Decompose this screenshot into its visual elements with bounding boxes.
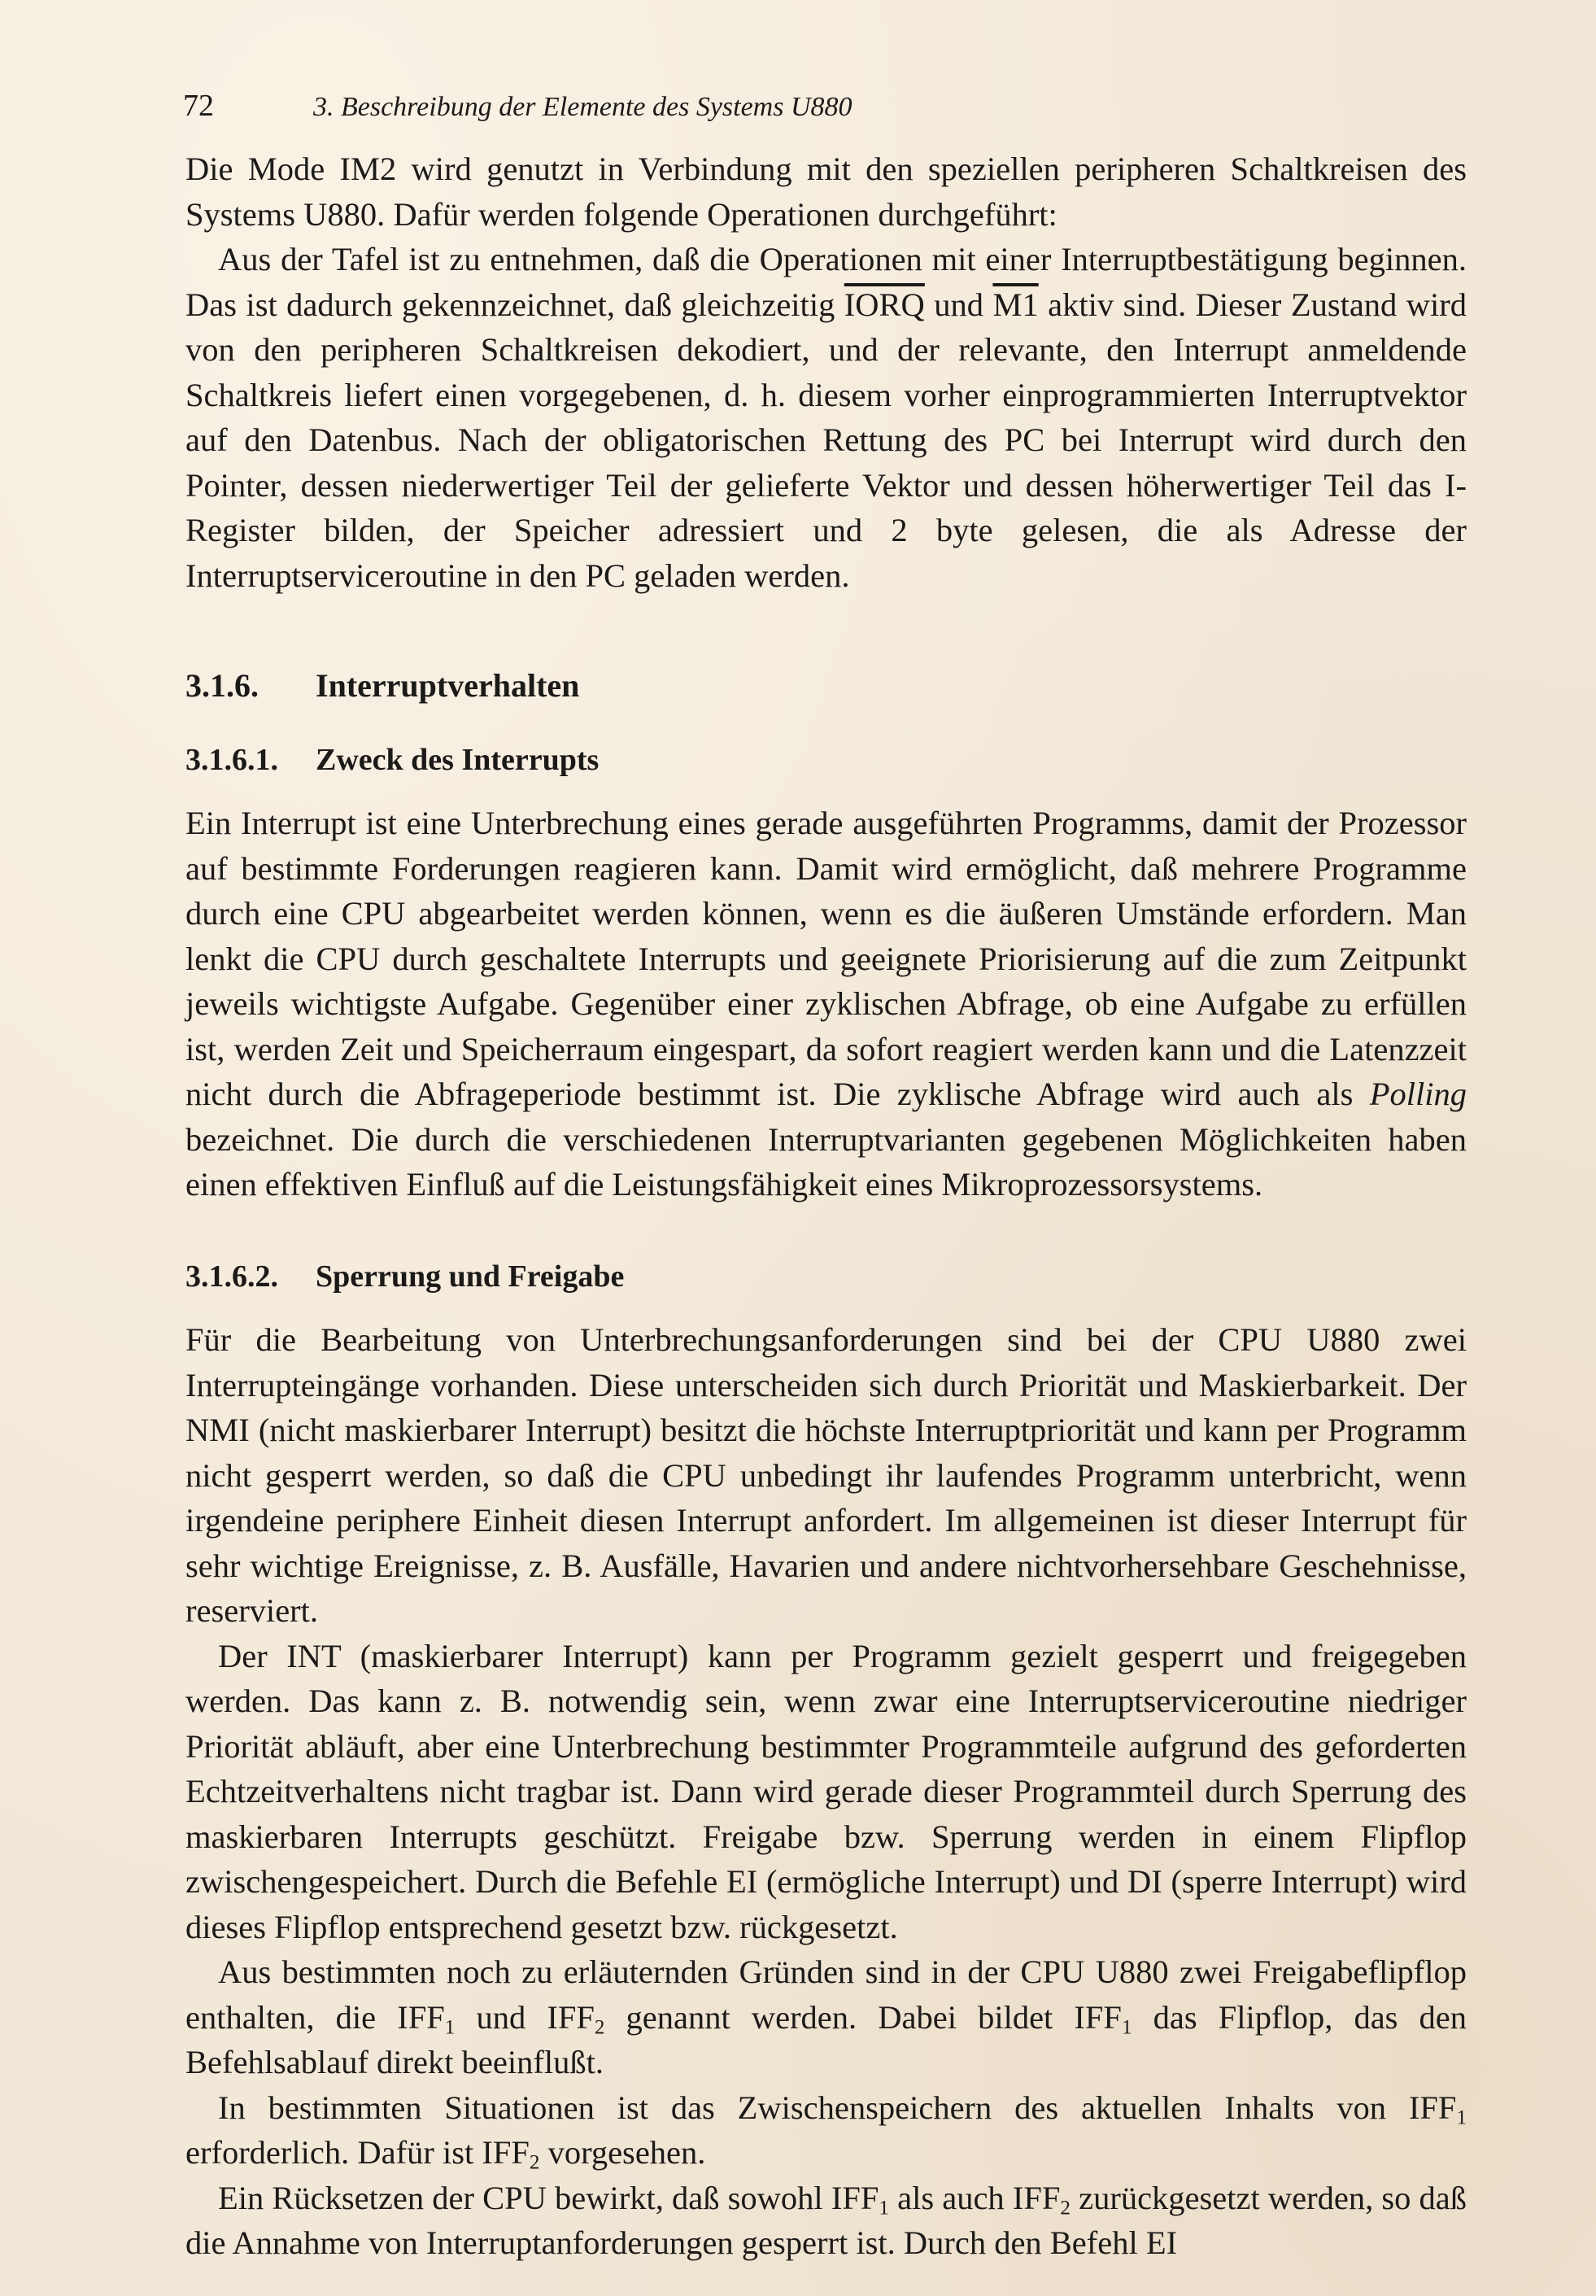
intro-paragraph-1: Die Mode IM2 wird genutzt in Verbindung mit den speziellen peripheren Schaltkreisen des Systems U880. Dafür werden folgende Operationen durchgeführt: <box>185 151 1467 233</box>
lock-p4-text-a: In bestimmten Situationen ist das Zwischenspeichern des aktuellen Inhalts von <box>218 2089 1409 2126</box>
iff1-label: IFF <box>397 1998 445 2036</box>
lock-p5-text-a: Ein Rücksetzen der CPU bewirkt, daß sowohl <box>218 2179 831 2216</box>
iff1-label: IFF <box>831 2179 879 2216</box>
iff1-subscript: 1 <box>879 2196 889 2219</box>
iff1-subscript: 1 <box>1456 2106 1467 2128</box>
iff1-label: IFF <box>1408 2089 1457 2126</box>
subsection-heading-2 <box>185 1255 1467 1300</box>
subsection-title-1: Zweck des Interrupts <box>316 742 600 777</box>
section-number: 3.1.6. <box>185 667 259 704</box>
running-head <box>183 81 1485 130</box>
intro-paragraph-2 <box>185 237 1467 598</box>
iff2-label: IFF <box>547 1998 595 2036</box>
m1-signal: M1 <box>992 286 1039 323</box>
purpose-text-a: Ein Interrupt ist eine Unterbrechung eines gerade ausgeführten Programms, damit der Prozessor auf bestimmte Forderungen reagieren kann. Damit wird ermöglicht, daß mehrere Programme durch eine CPU abgearbeitet werden können, wenn es die äußeren Umstände erfordern. Man lenkt die CPU durch geschaltete Interrupts und geeignete Priorisierung auf die zum Zeitpunkt jeweils wichtigste Aufgabe. Gegenüber einer zyklischen Abfrage, ob eine Aufgabe zu erfüllen ist, werden Zeit und Speicherraum eingespart, da sofort reagiert werden kann und die Latenzzeit nicht durch die Abfrageperiode bestimmt ist. Die zyklische Abfrage wird auch als <box>185 805 1467 1112</box>
subsection-number-1: 3.1.6.1. <box>185 742 278 777</box>
page-number: 72 <box>183 89 214 123</box>
lock-p5-text-b: als auch <box>888 2179 1013 2216</box>
subsection-title-2: Sperrung und Freigabe <box>316 1259 625 1294</box>
iff1-subscript: 1 <box>1121 2015 1132 2038</box>
iff2-label: IFF <box>482 2134 530 2171</box>
section-heading <box>185 663 1467 709</box>
iff1-label: IFF <box>1074 1998 1122 2036</box>
intro-text-c: aktiv sind. Dieser Zustand wird von den peripheren Schaltkreisen dekodiert, und der relevante, den Interrupt anmeldende Schaltkreis liefert einen vorgegebenen, d. h. diesem vorher einprogrammierten Interruptvektor auf den Datenbus. Nach der obligatorischen Rettung des PC bei Interrupt wird durch den Pointer, dessen niederwertiger Teil der gelieferte Vektor und dessen höherwertiger Teil das I-Register bilden, der Speicher adressiert und 2 byte gelesen, die als Adresse der Interruptserviceroutine in den PC geladen werden. <box>185 286 1467 594</box>
purpose-paragraph <box>185 801 1467 1207</box>
lock-p3-text-c: genannt werden. Dabei bildet <box>604 1998 1075 2036</box>
intro-text-a: Aus der Tafel ist zu entnehmen, daß die Operationen mit einer Interruptbestätigung beginnen. Das ist dadurch gekennzeichnet, daß gleichzeitig <box>185 241 1467 323</box>
intro-text-b: und <box>924 286 993 323</box>
lock-p3-text-b: und <box>455 1998 547 2036</box>
lock-p4-text-c: vorgesehen. <box>539 2134 706 2171</box>
chapter-title: 3. Beschreibung der Elemente des Systems U880 <box>313 92 853 122</box>
lock-paragraph-3 <box>185 1949 1467 2085</box>
subsection-heading-1 <box>185 738 1467 784</box>
iff2-subscript: 2 <box>529 2151 540 2174</box>
polling-term: Polling <box>1369 1076 1467 1112</box>
lock-paragraph-1: Für die Bearbeitung von Unterbrechungsanforderungen sind bei der CPU U880 zwei Interrupteingänge vorhanden. Diese unterscheiden sich durch Priorität und Maskierbarkeit. Der NMI (nicht maskierbarer Interrupt) besitzt die höchste Interruptpriorität und kann per Programm nicht gesperrt werden, so daß die CPU unbedingt ihr laufendes Programm unterbricht, wenn irgendeine periphere Einheit diesen Interrupt anfordert. Im allgemeinen ist dieser Interrupt für sehr wichtige Ereignisse, z. B. Ausfälle, Havarien und andere nichtvorhersehbare Geschehnisse, reserviert. <box>185 1321 1467 1629</box>
subsection-number-2: 3.1.6.2. <box>185 1259 278 1294</box>
lock-paragraph-2: Der INT (maskierbarer Interrupt) kann per Programm gezielt gesperrt und freigegeben werden. Das kann z. B. notwendig sein, wenn zwar eine Interruptserviceroutine niedriger Priorität abläuft, aber eine Unterbrechung bestimmter Programmteile aufgrund des geforderten Echtzeitverhaltens nicht tragbar ist. Dann wird gerade dieser Programmteil durch Sperrung des maskierbaren Interrupts geschützt. Freigabe bzw. Sperrung werden in einem Flipflop zwischengespeichert. Durch die Befehle EI (ermögliche Interrupt) und DI (sperre Interrupt) wird dieses Flipflop entsprechend gesetzt bzw. rückgesetzt. <box>185 1637 1467 1945</box>
iff2-subscript: 2 <box>594 2015 605 2038</box>
iff2-label: IFF <box>1012 2179 1061 2216</box>
lock-paragraph-4 <box>185 2085 1467 2176</box>
iff2-subscript: 2 <box>1060 2196 1071 2219</box>
lock-p3-text-a: Aus bestimmten noch zu erläuternden Gründen sind in der CPU U880 zwei Freigabeflipflop enthalten, die <box>185 1953 1467 2036</box>
iorq-signal: IORQ <box>844 286 925 323</box>
lock-p4-text-b: erforderlich. Dafür ist <box>185 2134 482 2171</box>
lock-p3-text-d: das Flipflop, das den Befehlsablauf direkt beeinflußt. <box>185 1998 1467 2080</box>
lock-p5-text-c: zurückgesetzt werden, so daß die Annahme von Interruptanforderungen gesperrt ist. Durch den Befehl EI <box>185 2179 1467 2261</box>
iff1-subscript: 1 <box>444 2015 456 2038</box>
section-title: Interruptverhalten <box>316 667 580 704</box>
text-column <box>185 146 1467 2266</box>
lock-paragraph-5 <box>185 2176 1467 2266</box>
purpose-text-b: bezeichnet. Die durch die verschiedenen Interruptvarianten gegebenen Möglichkeiten haben einen effektiven Einfluß auf die Leistungsfähigkeit eines Mikroprozessorsystems. <box>185 1120 1467 1203</box>
